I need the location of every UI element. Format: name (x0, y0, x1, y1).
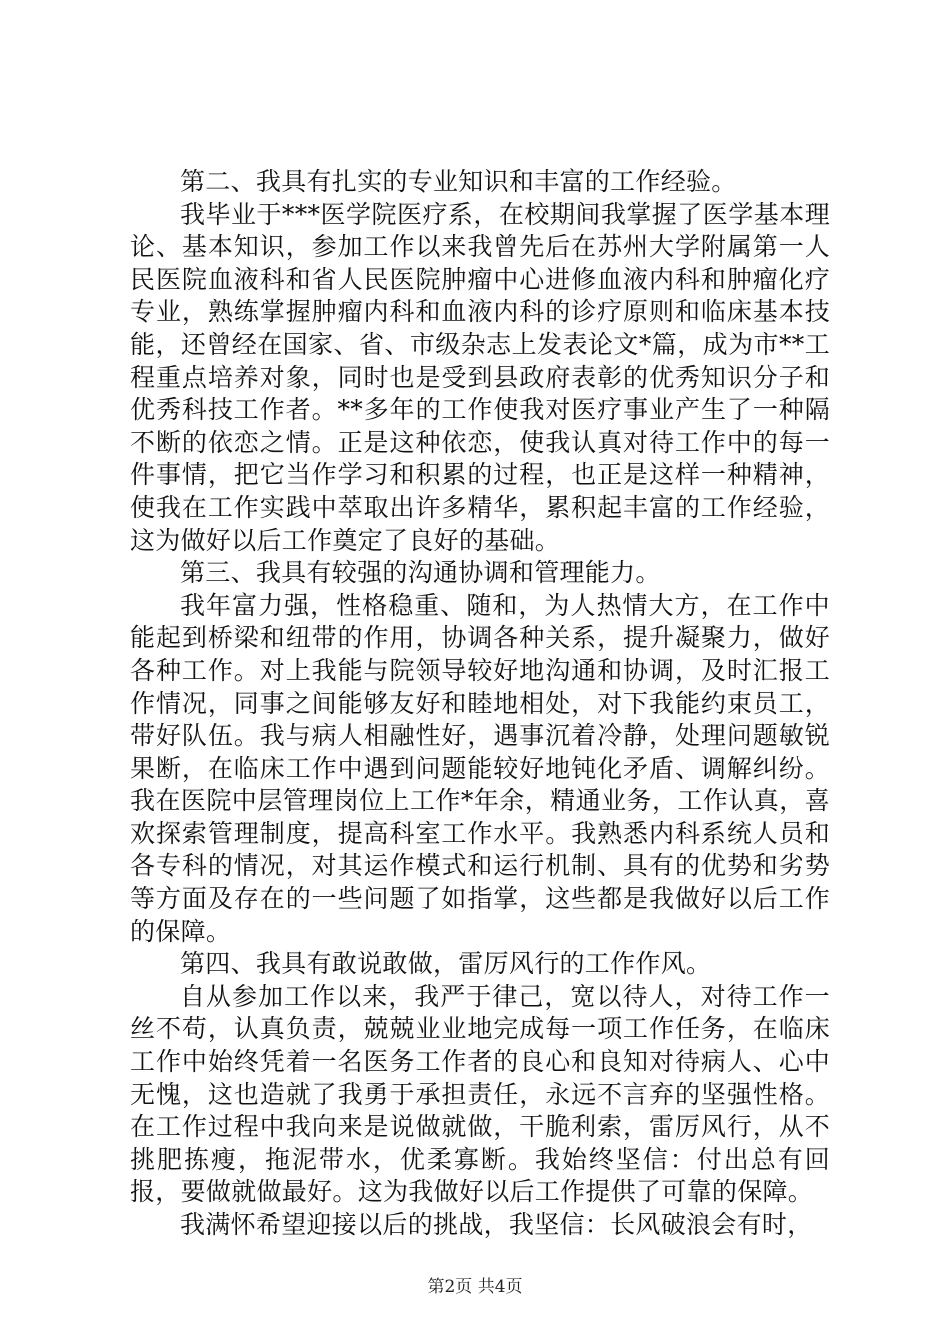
paragraph-education-experience: 我毕业于***医学院医疗系，在校期间我掌握了医学基本理论、基本知识，参加工作以来我曾先后在苏州大学附属第一人民医院血液科和省人民医院肿瘤中心进修血液内科和肿瘤化疗专业，熟练掌握肿瘤内科和血液内科的诊疗原则和临床基本技能，还曾经在国家、省、市级杂志上发表论文*篇，成为市**工程重点培养对象，同时也是受到县政府表彰的优秀知识分子和优秀科技工作者。**多年的工作使我对医疗事业产生了一种隔不断的依恋之情。正是这种依恋，使我认真对待工作中的每一件事情，把它当作学习和积累的过程，也正是这样一种精神，使我在工作实践中萃取出许多精华，累积起丰富的工作经验，这为做好以后工作奠定了良好的基础。 (130, 199, 830, 555)
document-body (130, 166, 830, 1242)
section-heading-3: 第三、我具有较强的沟通协调和管理能力。 (180, 558, 661, 588)
section-heading-4: 第四、我具有敢说敢做，雷厉风行的工作作风。 (180, 949, 712, 979)
page-footer: 第2页 共4页 (427, 1277, 523, 1297)
paragraph-closing: 我满怀希望迎接以后的挑战，我坚信：长风破浪会有时， (180, 1210, 813, 1239)
paragraph-communication-management: 我年富力强，性格稳重、随和，为人热情大方，在工作中能起到桥梁和纽带的作用，协调各种关系，提升凝聚力，做好各种工作。对上我能与院领导较好地沟通和协调，及时汇报工作情况，同事之间能够友好和睦地相处，对下我能约束员工，带好队伍。我与病人相融性好，遇事沉着冷静，处理问题敏锐果断，在临床工作中遇到问题能较好地钝化矛盾、调解纠纷。我在医院中层管理岗位上工作*年余，精通业务，工作认真，喜欢探索管理制度，提高科室工作水平。我熟悉内科系统人员和各专科的情况，对其运作模式和运行机制、具有的优势和劣势等方面及存在的一些问题了如指掌，这些都是我做好以后工作的保障。 (130, 590, 830, 946)
paragraph-work-style: 自从参加工作以来，我严于律己，宽以待人，对待工作一丝不苟，认真负责，兢兢业业地完成每一项工作任务，在临床工作中始终凭着一名医务工作者的良心和良知对待病人、心中无愧，这也造就了我勇于承担责任，永远不言弃的坚强性格。在工作过程中我向来是说做就做，干脆利索，雷厉风行，从不挑肥拣瘦，拖泥带水，优柔寡断。我始终坚信：付出总有回报，要做就做最好。这为我做好以后工作提供了可靠的保障。 (130, 981, 830, 1207)
section-heading-2: 第二、我具有扎实的专业知识和丰富的工作经验。 (180, 167, 737, 196)
